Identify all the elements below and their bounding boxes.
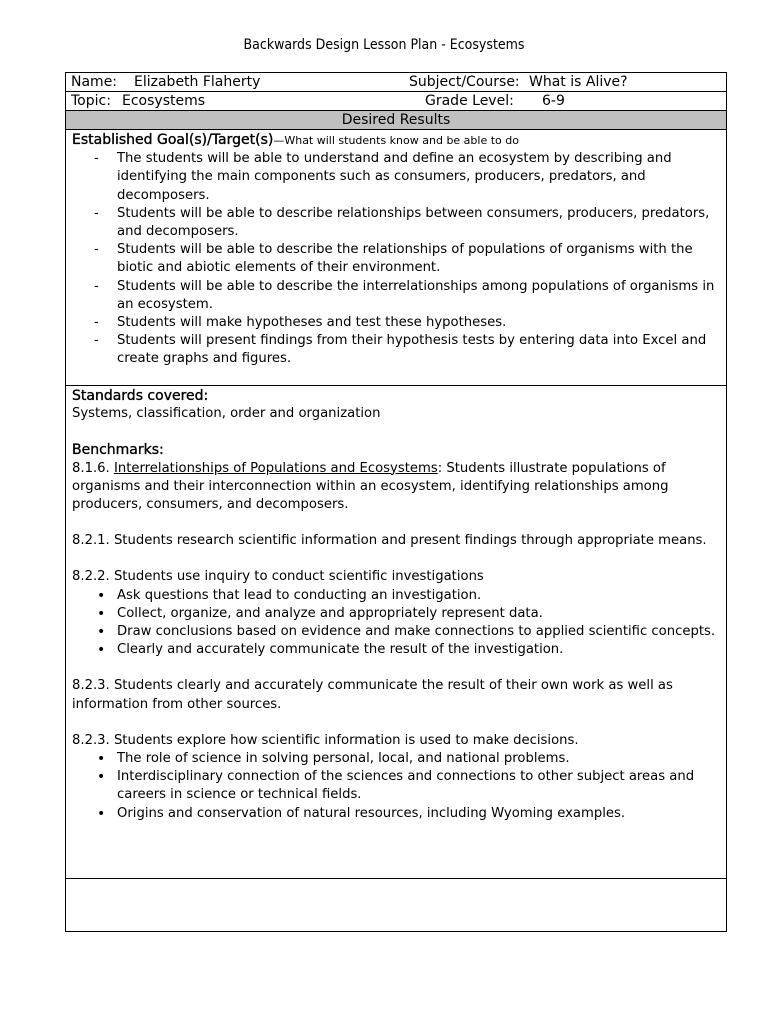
name-row xyxy=(66,73,726,92)
benchmark-text: : Students illustrate populations of organisms and their interconnection within an ecosystem, identifying relationships among producers, consumers, and decomposers. xyxy=(72,460,669,513)
topic-label: Topic: xyxy=(71,93,111,109)
benchmark-8-2-2: 8.2.2. Students use inquiry to conduct scientific investigations xyxy=(72,569,484,585)
goals-section xyxy=(66,131,726,386)
goals-heading: Established Goal(s)/Target(s) xyxy=(72,132,274,148)
list-item: - Students will make hypotheses and test these hypotheses. xyxy=(72,314,720,332)
benchmarks-heading: Benchmarks: xyxy=(72,442,164,459)
list-item: • Clearly and accurately communicate the result of the investigation. xyxy=(72,641,720,659)
desired-results-band xyxy=(66,111,726,130)
grade-label: Grade Level: xyxy=(425,93,514,109)
benchmark-8-2-3-communicate: 8.2.3. Students clearly and accurately communicate the result of their own work as well as information from other sources. xyxy=(72,678,673,712)
empty-row xyxy=(66,879,726,931)
lesson-plan-table xyxy=(65,72,727,932)
standards-section xyxy=(66,386,726,879)
benchmark-8-2-3-explore: 8.2.3. Students explore how scientific information is used to make decisions. xyxy=(72,732,579,748)
topic-value: Ecosystems xyxy=(122,93,206,109)
list-item: • Draw conclusions based on evidence and make connections to applied scientific concepts. xyxy=(72,623,720,641)
goals-subheading: —What will students know and be able to do xyxy=(273,134,519,147)
list-item: • Collect, organize, and analyze and appropriately represent data. xyxy=(72,605,720,623)
topic-row xyxy=(66,92,726,111)
list-item: - Students will present findings from their hypothesis tests by entering data into Excel and create graphs and figures. xyxy=(72,332,720,368)
desired-results-label: Desired Results xyxy=(341,112,451,128)
benchmark-8-2-2-list xyxy=(72,587,720,660)
list-item: • Interdisciplinary connection of the sciences and connections to other subject areas and careers in science or technical fields. xyxy=(72,768,720,804)
name-label: Name: xyxy=(71,74,118,90)
list-item: - Students will be able to describe relationships between consumers, producers, predators, and decomposers. xyxy=(72,205,720,241)
subject-label: Subject/Course: xyxy=(409,74,520,90)
grade-value: 6-9 xyxy=(542,93,565,109)
standards-heading: Standards covered: xyxy=(72,388,209,404)
goals-list xyxy=(72,150,720,368)
benchmark-title: Interrelationships of Populations and Ecosystems xyxy=(113,460,438,476)
benchmark-8-1-6 xyxy=(72,460,720,515)
list-item: - Students will be able to describe the relationships of populations of organisms with the biotic and abiotic elements of their environment. xyxy=(72,241,720,277)
name-value: Elizabeth Flaherty xyxy=(134,74,261,90)
benchmark-8-2-1: 8.2.1. Students research scientific information and present findings through appropriate means. xyxy=(72,533,707,549)
list-item: • The role of science in solving personal, local, and national problems. xyxy=(72,750,720,768)
benchmark-8-2-3-list xyxy=(72,750,720,823)
list-item: • Origins and conservation of natural resources, including Wyoming examples. xyxy=(72,805,720,823)
list-item: - Students will be able to describe the interrelationships among populations of organisms in an ecosystem. xyxy=(72,278,720,314)
benchmark-code: 8.1.6. xyxy=(72,460,114,476)
document-title: Backwards Design Lesson Plan - Ecosystems xyxy=(243,37,525,53)
standards-text: Systems, classification, order and organization xyxy=(72,406,381,422)
list-item: - The students will be able to understand and define an ecosystem by describing and identifying the main components such as consumers, producers, predators, and decomposers. xyxy=(72,150,720,205)
subject-value: What is Alive? xyxy=(529,74,628,90)
list-item: • Ask questions that lead to conducting an investigation. xyxy=(72,587,720,605)
